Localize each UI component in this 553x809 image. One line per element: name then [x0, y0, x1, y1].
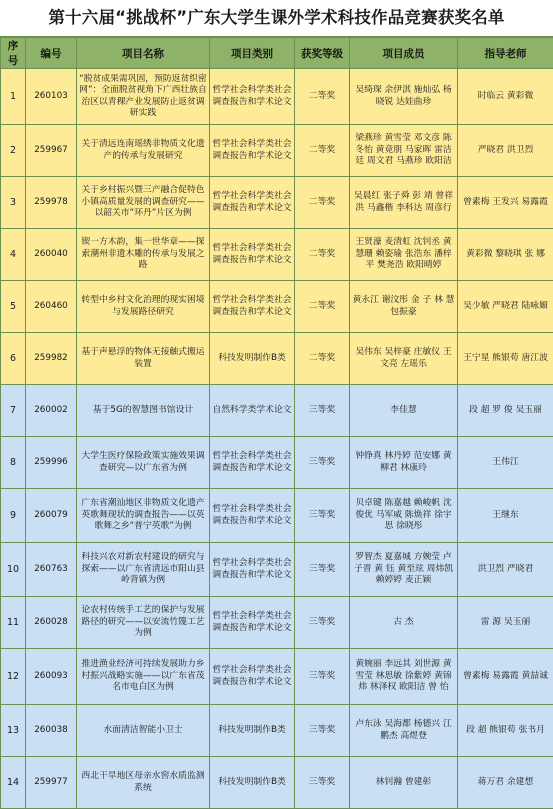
cell-id: 260040 [26, 229, 77, 281]
cell-index: 1 [1, 69, 26, 125]
cell-advisor: 洪卫烈 严晓君 [458, 543, 553, 597]
cell-id: 259996 [26, 437, 77, 489]
cell-category: 哲学社会科学类社会调查报告和学术论文 [210, 281, 295, 333]
cell-members: 吴晨红 张子舜 彭 靖 曾祥洪 马鑫楷 李科达 周彦行 [350, 177, 458, 229]
cell-name: 基于5G的智慧图书馆设计 [77, 385, 210, 437]
cell-category: 哲学社会科学类社会调查报告和学术论文 [210, 177, 295, 229]
cell-index: 9 [1, 489, 26, 543]
cell-index: 14 [1, 757, 26, 809]
cell-advisor: 蒋万君 余建想 [458, 757, 553, 809]
cell-award: 三等奖 [295, 597, 350, 649]
cell-advisor: 时临云 黄彩微 [458, 69, 553, 125]
cell-id: 259982 [26, 333, 77, 385]
cell-members: 吴伟东 吴梓豪 庄敏仪 王文亮 左瑶乐 [350, 333, 458, 385]
cell-advisor: 黄彩微 黎晓琪 张 娜 [458, 229, 553, 281]
table-row [1, 437, 553, 489]
cell-id: 259978 [26, 177, 77, 229]
table-header-row [1, 38, 553, 69]
cell-index: 12 [1, 649, 26, 705]
cell-index: 11 [1, 597, 26, 649]
cell-index: 7 [1, 385, 26, 437]
cell-id: 260002 [26, 385, 77, 437]
cell-id: 260079 [26, 489, 77, 543]
cell-name: 关于清远连南瑶绣非物质文化遗产的传承与发展研究 [77, 125, 210, 177]
cell-award: 三等奖 [295, 705, 350, 757]
cell-name: 科技兴农对新农村建设的研究与探索——以广东省清远市阳山县岭背镇为例 [77, 543, 210, 597]
cell-category: 哲学社会科学类社会调查报告和学术论文 [210, 597, 295, 649]
cell-index: 2 [1, 125, 26, 177]
cell-award: 三等奖 [295, 757, 350, 809]
table-row [1, 597, 553, 649]
cell-index: 3 [1, 177, 26, 229]
cell-category: 哲学社会科学类社会调查报告和学术论文 [210, 649, 295, 705]
cell-advisor: 曾素梅 易露霞 黄喆诚 [458, 649, 553, 705]
cell-award: 二等奖 [295, 69, 350, 125]
cell-members: 吴绮琛 余伊淇 施灿弘 杨晓锐 达娃曲珍 [350, 69, 458, 125]
cell-category: 哲学社会科学类社会调查报告和学术论文 [210, 489, 295, 543]
cell-name: 大学生医疗保险政策实施效果调查研究—以广东省为例 [77, 437, 210, 489]
cell-award: 三等奖 [295, 489, 350, 543]
cell-award: 三等奖 [295, 437, 350, 489]
header-name: 项目名称 [77, 38, 210, 69]
cell-category: 哲学社会科学类社会调查报告和学术论文 [210, 229, 295, 281]
cell-name: 推进渔业经济可持续发展助力乡村振兴战略实施——以广东省茂名市电白区为例 [77, 649, 210, 705]
cell-members: 黄永江 谢汶彤 金 子 林 慧 包振豪 [350, 281, 458, 333]
cell-advisor: 段 超 罗 俊 吴玉丽 [458, 385, 553, 437]
cell-index: 6 [1, 333, 26, 385]
cell-index: 8 [1, 437, 26, 489]
table-row [1, 333, 553, 385]
cell-members: 卢东泳 吴海都 杨德兴 江鹏杰 高煜登 [350, 705, 458, 757]
cell-advisor: 段 超 熊银苟 张书月 [458, 705, 553, 757]
table-row [1, 649, 553, 705]
cell-members: 林钊瀚 曾建彰 [350, 757, 458, 809]
cell-members: 梁燕珍 黄雪莹 邓文彦 陈冬怡 黄竟朋 马家晖 雷洁廷 周文君 马燕珍 欧阳洁 [350, 125, 458, 177]
table-row [1, 229, 553, 281]
cell-members: 钟铮真 林丹婷 范安娜 黄柳君 林康玲 [350, 437, 458, 489]
cell-index: 5 [1, 281, 26, 333]
cell-category: 科技发明制作B类 [210, 757, 295, 809]
cell-award: 二等奖 [295, 125, 350, 177]
cell-id: 260038 [26, 705, 77, 757]
cell-index: 4 [1, 229, 26, 281]
cell-category: 科技发明制作B类 [210, 333, 295, 385]
table-row [1, 177, 553, 229]
cell-name: 广东省潮汕地区非物质文化遗产英歌舞现状的调查报告——以英歌舞之乡“普宁英歌”为例 [77, 489, 210, 543]
cell-advisor: 严晓君 洪卫烈 [458, 125, 553, 177]
header-award: 获奖等级 [295, 38, 350, 69]
header-index: 序号 [1, 38, 26, 69]
cell-category: 科技发明制作B类 [210, 705, 295, 757]
table-row [1, 489, 553, 543]
cell-category: 哲学社会科学类社会调查报告和学术论文 [210, 125, 295, 177]
page-title: 第十六届“挑战杯”广东大学生课外学术科技作品竞赛获奖名单 [0, 0, 553, 37]
cell-id: 260103 [26, 69, 77, 125]
cell-award: 二等奖 [295, 281, 350, 333]
table-row [1, 543, 553, 597]
cell-name: 论农村传统手工艺的保护与发展路径的研究——以安流竹篾工艺为例 [77, 597, 210, 649]
table-row [1, 281, 553, 333]
cell-award: 二等奖 [295, 229, 350, 281]
cell-name: 关于乡村振兴暨三产融合促特色小镇高质量发展的调查研究——以韶关市“环丹”片区为例 [77, 177, 210, 229]
cell-members: 王贤濠 麦清虹 沈钊丞 黄慧珊 赖姿瑜 张浩东 潘梓平 樊尧浩 欧阳晴婷 [350, 229, 458, 281]
cell-index: 13 [1, 705, 26, 757]
header-advisor: 指导老师 [458, 38, 553, 69]
cell-name: 基于声悬浮的物体无接触式搬运装置 [77, 333, 210, 385]
cell-advisor: 曾素梅 王发兴 易露霞 [458, 177, 553, 229]
cell-name: 转型中乡村文化治理的现实困境与发展路径研究 [77, 281, 210, 333]
cell-members: 古 杰 [350, 597, 458, 649]
table-row [1, 705, 553, 757]
header-id: 编号 [26, 38, 77, 69]
header-category: 项目类别 [210, 38, 295, 69]
table-row [1, 757, 553, 809]
cell-advisor: 吴少敏 严晓君 陆咏媚 [458, 281, 553, 333]
cell-index: 10 [1, 543, 26, 597]
cell-name: “脱贫成果需巩固，预防返贫织密网”：全面脱贫视角下广西壮族自治区以青稞产业发展防止返贫调研实践 [77, 69, 210, 125]
cell-category: 哲学社会科学类社会调查报告和学术论文 [210, 69, 295, 125]
award-table [0, 37, 553, 809]
table-row [1, 125, 553, 177]
cell-advisor: 王宁星 熊银苟 唐江波 [458, 333, 553, 385]
cell-members: 李佳慧 [350, 385, 458, 437]
cell-id: 260093 [26, 649, 77, 705]
cell-award: 三等奖 [295, 385, 350, 437]
cell-members: 贝卓键 陈嘉越 赖峻帆 沈俊优 马军威 陈焕祥 徐宇思 徐晓彤 [350, 489, 458, 543]
header-members: 项目成员 [350, 38, 458, 69]
table-row [1, 385, 553, 437]
cell-advisor: 雷 源 吴玉丽 [458, 597, 553, 649]
cell-advisor: 王继东 [458, 489, 553, 543]
cell-name: 西北干旱地区母亲水窖水质监测系统 [77, 757, 210, 809]
cell-name: 水面清洁智能小卫士 [77, 705, 210, 757]
cell-category: 自然科学类学术论文 [210, 385, 295, 437]
cell-name: 锲一方木韵，集一世华章——探索潮州非遗木雕的传承与发展之路 [77, 229, 210, 281]
cell-award: 三等奖 [295, 649, 350, 705]
cell-award: 三等奖 [295, 543, 350, 597]
cell-members: 罗智杰 夏嘉城 方婉莹 卢子晋 黄 钰 黄至玹 周炜凯 赖婷婷 麦正颖 [350, 543, 458, 597]
cell-id: 259977 [26, 757, 77, 809]
table-row [1, 69, 553, 125]
cell-id: 260460 [26, 281, 77, 333]
cell-advisor: 王伟江 [458, 437, 553, 489]
cell-category: 哲学社会科学类社会调查报告和学术论文 [210, 543, 295, 597]
cell-id: 259967 [26, 125, 77, 177]
cell-award: 二等奖 [295, 333, 350, 385]
cell-id: 260028 [26, 597, 77, 649]
cell-award: 二等奖 [295, 177, 350, 229]
cell-id: 260763 [26, 543, 77, 597]
cell-category: 哲学社会科学类社会调查报告和学术论文 [210, 437, 295, 489]
cell-members: 黄婉丽 李远其 刘世源 黄雪莹 林思敏 徐紫婷 黄锦炜 林泽权 欧阳洁 曾 怡 [350, 649, 458, 705]
